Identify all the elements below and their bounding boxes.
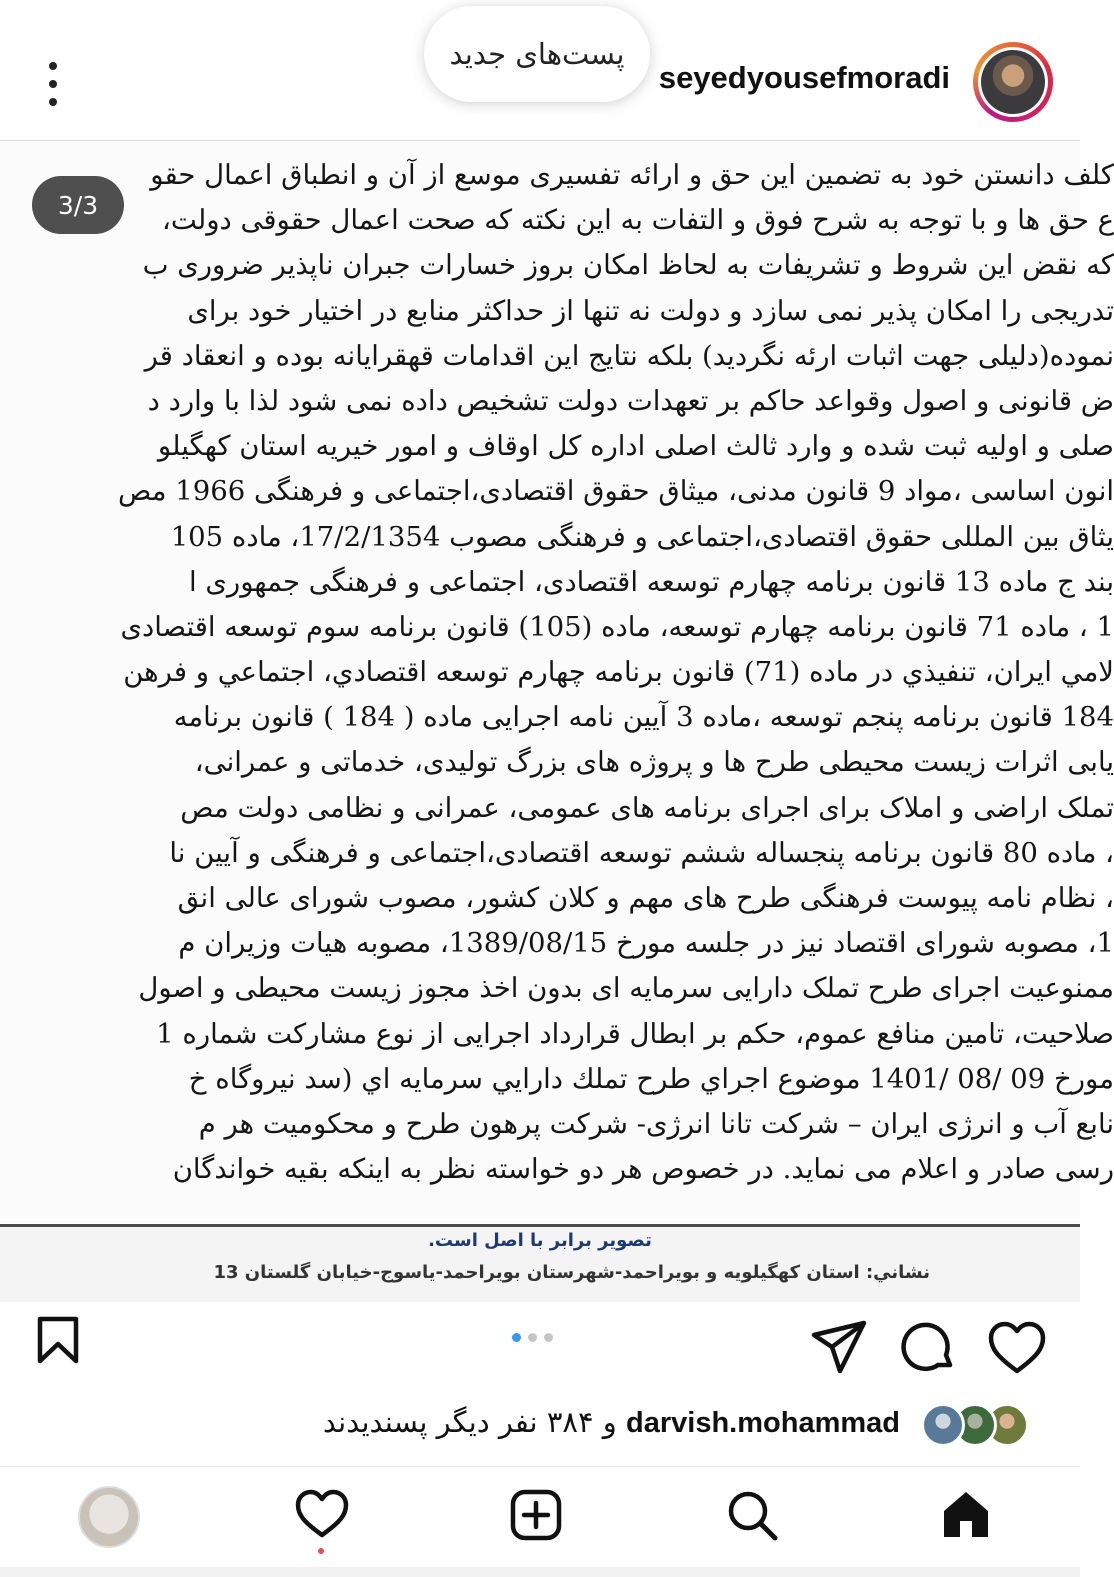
carousel-dot xyxy=(528,1333,537,1342)
system-gesture-bar xyxy=(0,1567,1080,1577)
share-icon[interactable] xyxy=(810,1319,868,1375)
document-line: تدریجی را امکان پذیر نمی سازد و دولت نه تنها از حداکثر منابع در اختیار خود برای xyxy=(187,294,1114,327)
search-icon[interactable] xyxy=(726,1489,778,1541)
certified-copy-text: تصویر برابر با اصل است. xyxy=(428,1230,652,1251)
document-line: یابی اثرات زیست محیطی طرح ها و پروژه های بزرگ تولیدی، خدماتی و عمرانی، xyxy=(194,746,1114,779)
create-post-icon[interactable] xyxy=(510,1489,562,1541)
document-line: ، ماده 80 قانون برنامه پنجساله ششم توسعه اقتصادی،اجتماعی و فرهنگی و آیین نا xyxy=(169,836,1114,869)
document-line: رسی صادر و اعلام می نماید. در خصوص هر دو خواسته نظر به اینکه بقیه خواندگان xyxy=(172,1153,1114,1186)
document-line: صلاحیت، تامین منافع عموم، حکم بر ابطال قرارداد اجرایی از نوع مشارکت شماره 1 xyxy=(156,1017,1114,1050)
post-image[interactable] xyxy=(0,140,1114,1223)
likes-count-text: و ۳۸۴ نفر دیگر پسندیدند xyxy=(322,1405,627,1439)
bottom-nav xyxy=(0,1467,1080,1567)
document-line: بند ج ماده 13 قانون برنامه چهارم توسعه اقتصادی، اجتماعی و فرهنگی جمهوری ا xyxy=(189,565,1114,598)
activity-icon[interactable] xyxy=(295,1489,349,1539)
document-line: مورخ 09 /08 /1401 موضوع اجراي طرح تملك دارايي سرمايه اي (سد نيروگاه خ xyxy=(188,1062,1114,1095)
document-line: تملک اراضی و املاک برای اجرای برنامه های عمومی، عمرانی و نظامی دولت مص xyxy=(180,791,1114,824)
document-line: که نقض این شروط و تشریفات به لحاظ امکان بروز خسارات جبران ناپذیر ضروری ب xyxy=(142,249,1114,282)
likes-summary[interactable] xyxy=(0,1395,1080,1455)
address-text: نشاني: استان کهگیلویه و بویراحمد-شهرستان بویراحمد-یاسوج-خیابان گلستان 13 xyxy=(213,1262,930,1283)
document-line: نابع آب و انرژی ایران – شرکت تانا انرژی- شرکت پرهون طرح و محکومیت هر م xyxy=(198,1107,1114,1140)
document-line: ، نظام نامه پیوست فرهنگی طرح های مهم و کلان کشور، مصوب شورای عالی انق xyxy=(177,882,1114,914)
document-line: 184 قانون برنامه پنجم توسعه ،ماده 3 آیین نامه اجرایی ماده ( 184 ) قانون برنامه xyxy=(173,701,1114,734)
comment-icon[interactable] xyxy=(900,1319,956,1375)
document-line: 1، مصوبه شورای اقتصاد نیز در جلسه مورخ 1389/08/15، مصوبه هیات وزیران م xyxy=(178,927,1114,960)
new-posts-button[interactable]: پست‌های جدید xyxy=(424,6,650,102)
document-line: 1 ، ماده 71 قانون برنامه چهارم توسعه، ماده (105) قانون برنامه سوم توسعه اقتصادی xyxy=(120,610,1114,643)
document-line: ض قانونی و اصول وقواعد حاکم بر تعهدات دولت تشخیص داده نمی شود لذا با وارد د xyxy=(147,384,1114,417)
heart-icon[interactable] xyxy=(988,1321,1046,1375)
username[interactable]: seyedyousefmoradi xyxy=(658,60,950,95)
home-icon[interactable] xyxy=(940,1489,992,1541)
document-line: ممنوعیت اجرای طرح تملک دارایی سرمایه ای بدون اخذ مجوز زیست محیطی و اصول xyxy=(138,972,1114,1005)
action-bar xyxy=(0,1305,1080,1395)
document-line: ع حق ها و با توجه به شرح فوق و التفات به این نکته که صحت اعمال حقوقی دولت، xyxy=(161,204,1114,237)
more-options-icon[interactable] xyxy=(40,62,66,106)
document-line: صلی و اولیه ثبت شده و وارد ثالث اصلی اداره کل اوقاف و امور خیریه استان کهگیلو xyxy=(157,430,1114,463)
carousel-dots xyxy=(512,1333,572,1345)
liker-username[interactable]: darvish.mohammad xyxy=(626,1407,900,1439)
profile-avatar-icon[interactable] xyxy=(78,1486,140,1548)
profile-avatar-icon[interactable] xyxy=(973,42,1053,122)
document-line: یثاق بین المللی حقوق اقتصادی،اجتماعی و فرهنگی مصوب 17/2/1354، ماده 105 xyxy=(170,520,1114,553)
document-line: کلف دانستن خود به تضمین این حق و ارائه تفسیری موسع از آن و انطباق اعمال حقو xyxy=(150,159,1114,191)
document-line: نموده(دلیلی جهت اثبات ارئه نگردید) بلکه نتایج این اقدامات قهقرایانه بوده و انعقاد قر xyxy=(144,339,1114,372)
liker-avatar xyxy=(921,1403,965,1447)
document-text xyxy=(0,153,1114,1192)
bookmark-icon[interactable] xyxy=(34,1315,82,1365)
likes-text xyxy=(323,1405,900,1440)
document-line: انون اساسی ،مواد 9 قانون مدنی، میثاق حقوق اقتصادی،اجتماعی و فرهنگی 1966 مص xyxy=(118,475,1114,508)
document-line: لامي ايران، تنفيذي در ماده (71) قانون برنامه چهارم توسعه اقتصادي، اجتماعي و فرهن xyxy=(123,656,1114,689)
carousel-counter: 3/3 xyxy=(32,176,124,234)
activity-notification-dot xyxy=(318,1548,324,1554)
carousel-dot xyxy=(512,1333,521,1342)
carousel-dot xyxy=(544,1333,553,1342)
